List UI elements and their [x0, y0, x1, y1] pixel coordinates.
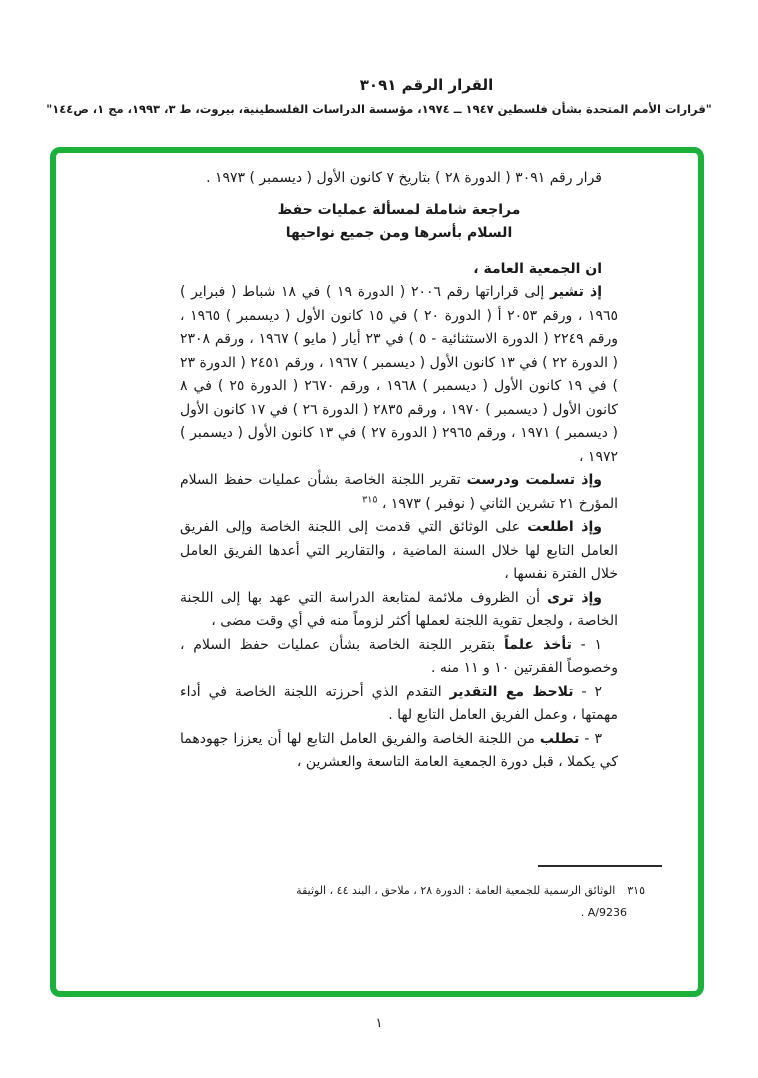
footnote-text: الوثائق الرسمية للجمعية العامة : الدورة ٢٨ ، ملاحق ، البند ٤٤ ، الوثيقة — [296, 884, 616, 897]
resolution-subject: مراجعة شاملة لمسألة عمليات حفظ السلام بأسرها ومن جميع نواحيها — [277, 201, 521, 241]
footnote-separator — [538, 865, 662, 867]
operative-paragraph-2: ٢ - تلاحظ مع التقدير التقدم الذي أحرزته اللجنة الخاصة في أداء مهمتها ، وعمل الفريق العامل التابع لها . — [180, 683, 618, 723]
page-title: القرار الرقم ٣٠٩١ — [359, 76, 494, 94]
resolution-heading-line: قرار رقم ٣٠٩١ ( الدورة ٢٨ ) بتاريخ ٧ كانون الأول ( ديسمبر ) ١٩٧٣ . — [206, 170, 602, 186]
preamble-received-report: وإذ تسلمت ودرست تقرير اللجنة الخاصة بشأن عمليات حفظ السلام المؤرخ ٢١ تشرين الثاني ( نوفبر ) ١٩٧٣ ، $^{٣١٥}$ — [180, 472, 618, 512]
operative-paragraph-1: ١ - تأخذ علماً بتقرير اللجنة الخاصة بشأن عمليات حفظ السلام ، وخصوصاً الفقرتين ١٠ و ١١ منه . — [180, 636, 618, 676]
document-body — [56, 153, 698, 775]
resolution-frame — [50, 147, 704, 997]
preamble-opening: ان الجمعية العامة ، — [473, 260, 602, 277]
preamble-recalling: إذ تشير إلى قراراتها رقم ٢٠٠٦ ( الدورة ١٩ ) في ١٨ شباط ( فبراير ) ١٩٦٥ ، ورقم ٢٠٥٣ أ ( الدورة ٢٠ ) في ١٥ كانون الأول ( ديسمبر ) ١٩٦٥ ، ورقم ٢٢٤٩ ( الدورة الاستثنائية - ٥ ) في ٢٣ أيار ( مايو ) ١٩٦٧ ، ورقم ٢٣٠٨ ( الدورة ٢٢ ) في ١٣ كانون الأول ( ديسمبر ) ١٩٦٧ ، ورقم ٢٤٥١ ( الدورة ٢٣ ) في ١٩ كانون الأول ( ديسمبر ) ١٩٦٨ ، ورقم ٢٦٧٠ ( الدورة ٢٥ ) في ٨ كانون الأول ( ديسمبر ) ١٩٧٠ ، ورقم ٢٨٣٥ ( الدورة ٢٦ ) في ١٧ كانون الأول ( ديسمبر ) ١٩٧١ ، ورقم ٢٩٦٥ ( الدورة ٢٧ ) في ١٣ كانون الأول ( ديسمبر ) ١٩٧٢ ، — [180, 284, 619, 465]
footnote-area — [296, 865, 668, 920]
footnote-doc-ref: A/9236 . — [580, 906, 627, 919]
operative-paragraph-3: ٣ - تطلب من اللجنة الخاصة والفريق العامل التابع لها أن يعززا جهودهما كي يكملا ، قبل دورة الجمعية العامة التاسعة والعشرين ، — [180, 730, 618, 770]
source-citation: "قرارات الأمم المتحدة بشأن فلسطين ١٩٤٧ ــ ١٩٧٤، مؤسسة الدراسات الفلسطينية، بيروت، ط ٣، ١٩٩٣، مج ١، ص١٤٤" — [46, 102, 712, 116]
preamble-considering: وإذ ترى أن الظروف ملائمة لمتابعة الدراسة التي عهد بها إلى اللجنة الخاصة ، ولجعل تقوية اللجنة لعملها أكثر لزوماً منه في أي وقت مضى ، — [180, 589, 618, 629]
preamble-examined-documents: وإذ اطلعت على الوثائق التي قدمت إلى اللجنة الخاصة وإلى الفريق العامل التابع لها خلال السنة الماضية ، والتقارير التي أعدها الفريق العامل خلال الفترة نفسها ، — [180, 519, 618, 582]
page-number: ١ — [375, 1016, 383, 1031]
footnote-text-line — [296, 883, 668, 898]
footnote-marker: ٣١٥ — [627, 884, 645, 897]
